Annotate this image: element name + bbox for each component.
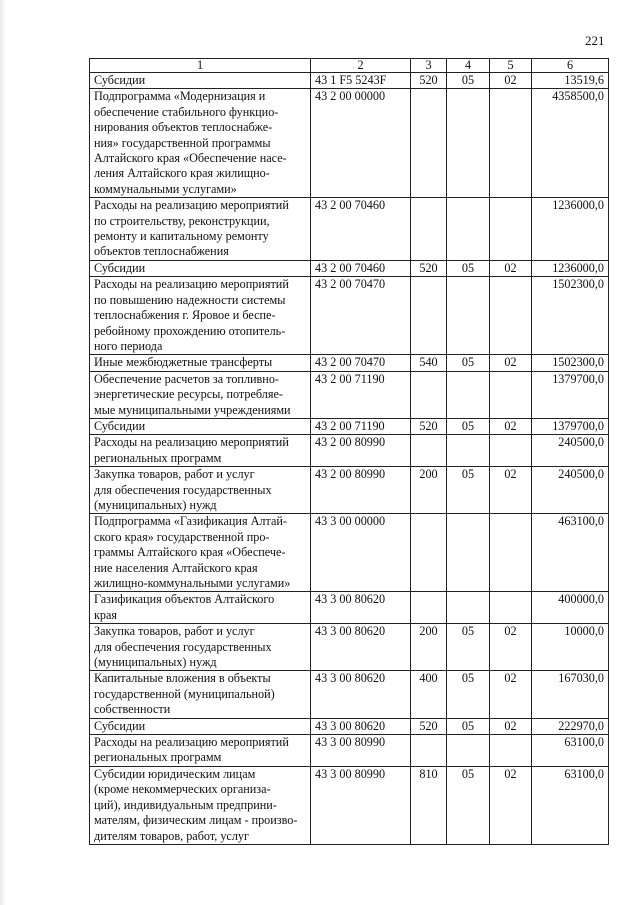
subsection-cell [490, 277, 532, 355]
expense-name-line: (кроме некоммерческих организа- [94, 782, 271, 797]
expense-name-line: края [94, 607, 118, 622]
expense-name-line: для обеспечения государственных [94, 639, 272, 654]
expense-type-cell: 200 [411, 624, 447, 671]
amount-cell: 240500,0 [532, 467, 609, 514]
expense-name-line: Подпрограмма «Газификация Алтай- [94, 514, 287, 529]
section-cell: 05 [447, 718, 490, 734]
amount-cell: 1236000,0 [532, 260, 609, 276]
amount-cell: 400000,0 [532, 592, 609, 624]
expense-name-cell [90, 73, 311, 89]
amount-cell: 463100,0 [532, 514, 609, 592]
subsection-cell: 02 [490, 671, 532, 718]
amount-cell: 1502300,0 [532, 355, 609, 371]
expense-type-cell: 540 [411, 355, 447, 371]
table-header-row [90, 59, 609, 73]
section-cell: 05 [447, 624, 490, 671]
expense-name-cell [90, 198, 311, 261]
budget-code-cell: 43 3 00 80620 [311, 592, 411, 624]
subsection-cell: 02 [490, 260, 532, 276]
budget-code-cell: 43 3 00 80620 [311, 624, 411, 671]
table-row [90, 198, 609, 261]
budget-code-cell: 43 2 00 80990 [311, 467, 411, 514]
expense-type-cell: 520 [411, 260, 447, 276]
budget-table [89, 58, 609, 845]
budget-code-cell: 43 3 00 80620 [311, 671, 411, 718]
expense-name-line: объектов теплоснабжения [94, 244, 229, 259]
expense-name-line: Расходы на реализацию мероприятий [94, 277, 289, 292]
budget-code-cell: 43 2 00 00000 [311, 89, 411, 198]
expense-type-cell [411, 514, 447, 592]
amount-cell: 4358500,0 [532, 89, 609, 198]
budget-code-cell: 43 2 00 71190 [311, 371, 411, 418]
expense-name-line: Иные межбюджетные трансферты [94, 355, 273, 370]
column-header: 4 [447, 59, 490, 73]
amount-cell: 240500,0 [532, 435, 609, 467]
scan-edge-shadow [0, 0, 6, 905]
table-row [90, 355, 609, 371]
table-row [90, 277, 609, 355]
amount-cell: 63100,0 [532, 735, 609, 767]
expense-name-line: Газификация объектов Алтайского [94, 592, 275, 607]
expense-type-cell [411, 277, 447, 355]
subsection-cell [490, 735, 532, 767]
budget-code-cell: 43 2 00 70470 [311, 355, 411, 371]
amount-cell: 13519,6 [532, 73, 609, 89]
section-cell: 05 [447, 467, 490, 514]
table-row [90, 766, 609, 844]
expense-name-cell [90, 277, 311, 355]
expense-name-line: ного периода [94, 338, 163, 353]
expense-type-cell: 200 [411, 467, 447, 514]
expense-name-line: нирования объектов теплоснабже- [94, 120, 273, 135]
table-body [90, 73, 609, 845]
expense-name-cell [90, 766, 311, 844]
expense-type-cell: 520 [411, 418, 447, 434]
table-row [90, 514, 609, 592]
amount-cell: 167030,0 [532, 671, 609, 718]
column-header: 3 [411, 59, 447, 73]
expense-name-line: ребойному прохождению отопитель- [94, 323, 286, 338]
subsection-cell: 02 [490, 355, 532, 371]
table-row [90, 89, 609, 198]
section-cell [447, 514, 490, 592]
expense-name-cell [90, 624, 311, 671]
expense-type-cell [411, 371, 447, 418]
section-cell [447, 435, 490, 467]
amount-cell: 1379700,0 [532, 418, 609, 434]
expense-name-line: Субсидии [94, 260, 146, 275]
expense-name-line: по повышению надежности системы [94, 292, 286, 307]
table-row [90, 592, 609, 624]
expense-name-line: ления Алтайского края жилищно- [94, 166, 270, 181]
column-header: 5 [490, 59, 532, 73]
expense-name-line: мые муниципальными учреждениями [94, 402, 291, 417]
expense-name-line: дителям товаров, работ, услуг [94, 828, 250, 843]
expense-name-cell [90, 671, 311, 718]
subsection-cell: 02 [490, 624, 532, 671]
expense-name-line: Закупка товаров, работ и услуг [94, 467, 255, 482]
subsection-cell [490, 89, 532, 198]
section-cell: 05 [447, 260, 490, 276]
section-cell [447, 371, 490, 418]
expense-type-cell: 400 [411, 671, 447, 718]
section-cell [447, 89, 490, 198]
amount-cell: 63100,0 [532, 766, 609, 844]
expense-name-line: жилищно-коммунальными услугами» [94, 576, 291, 590]
expense-name-cell [90, 514, 311, 592]
section-cell [447, 277, 490, 355]
expense-type-cell: 810 [411, 766, 447, 844]
expense-name-line: (муниципальных) нужд [94, 655, 217, 670]
expense-type-cell [411, 592, 447, 624]
expense-name-line: региональных программ [94, 450, 222, 465]
table-row [90, 735, 609, 767]
expense-name-line: Субсидии [94, 418, 146, 433]
expense-name-cell [90, 418, 311, 434]
expense-type-cell: 520 [411, 73, 447, 89]
budget-code-cell: 43 2 00 70460 [311, 260, 411, 276]
expense-name-line: граммы Алтайского края «Обеспече- [94, 545, 286, 560]
section-cell [447, 592, 490, 624]
expense-name-line: Подпрограмма «Модернизация и [94, 89, 266, 104]
expense-type-cell: 520 [411, 718, 447, 734]
expense-type-cell [411, 198, 447, 261]
section-cell: 05 [447, 671, 490, 718]
amount-cell: 10000,0 [532, 624, 609, 671]
expense-name-line: Расходы на реализацию мероприятий [94, 435, 289, 450]
expense-name-line: Капитальные вложения в объекты [94, 671, 271, 686]
expense-name-line: теплоснабжения г. Яровое и беспе- [94, 308, 276, 323]
subsection-cell: 02 [490, 418, 532, 434]
expense-name-line: ние населения Алтайского края [94, 560, 258, 575]
expense-type-cell [411, 735, 447, 767]
expense-name-cell [90, 355, 311, 371]
table-row [90, 73, 609, 89]
table-row [90, 718, 609, 734]
table-row [90, 418, 609, 434]
expense-name-line: Алтайского края «Обеспечение насе- [94, 151, 287, 166]
expense-name-line: Субсидии [94, 73, 146, 87]
column-header: 2 [311, 59, 411, 73]
subsection-cell [490, 371, 532, 418]
subsection-cell: 02 [490, 766, 532, 844]
amount-cell: 1379700,0 [532, 371, 609, 418]
expense-name-line: для обеспечения государственных [94, 482, 272, 497]
subsection-cell: 02 [490, 73, 532, 89]
expense-name-line: государственной (муниципальной) [94, 686, 275, 701]
amount-cell: 222970,0 [532, 718, 609, 734]
section-cell [447, 735, 490, 767]
budget-code-cell: 43 3 00 80620 [311, 718, 411, 734]
expense-name-cell [90, 735, 311, 767]
subsection-cell: 02 [490, 467, 532, 514]
expense-name-line: ремонту и капитальному ремонту [94, 229, 269, 244]
expense-name-line: Субсидии [94, 718, 146, 733]
expense-name-cell [90, 592, 311, 624]
expense-name-cell [90, 371, 311, 418]
budget-code-cell: 43 2 00 70470 [311, 277, 411, 355]
expense-name-line: мателям, физическим лицам - произво- [94, 813, 298, 828]
table-row [90, 371, 609, 418]
budget-code-cell: 43 1 F5 5243F [311, 73, 411, 89]
budget-code-cell: 43 2 00 71190 [311, 418, 411, 434]
subsection-cell: 02 [490, 718, 532, 734]
expense-name-cell [90, 435, 311, 467]
amount-cell: 1236000,0 [532, 198, 609, 261]
table-row [90, 260, 609, 276]
expense-name-line: Обеспечение расчетов за топливно- [94, 371, 279, 386]
expense-name-line: Субсидии юридическим лицам [94, 766, 256, 781]
expense-name-line: ций), индивидуальным предприни- [94, 797, 277, 812]
expense-name-line: обеспечение стабильного функцио- [94, 104, 279, 119]
subsection-cell [490, 435, 532, 467]
budget-code-cell: 43 2 00 70460 [311, 198, 411, 261]
section-cell: 05 [447, 73, 490, 89]
expense-name-cell [90, 260, 311, 276]
expense-name-line: ния» государственной программы [94, 135, 271, 150]
subsection-cell [490, 592, 532, 624]
expense-name-line: Расходы на реализацию мероприятий [94, 735, 289, 750]
section-cell: 05 [447, 766, 490, 844]
expense-name-line: Закупка товаров, работ и услуг [94, 624, 255, 639]
amount-cell: 1502300,0 [532, 277, 609, 355]
expense-name-line: энергетические ресурсы, потребляе- [94, 387, 283, 402]
table-row [90, 624, 609, 671]
budget-code-cell: 43 3 00 80990 [311, 766, 411, 844]
budget-code-cell: 43 2 00 80990 [311, 435, 411, 467]
section-cell [447, 198, 490, 261]
expense-name-cell [90, 718, 311, 734]
expense-name-line: ского края» государственной про- [94, 529, 270, 544]
expense-name-line: по строительству, реконструкции, [94, 213, 270, 228]
table-row [90, 435, 609, 467]
expense-type-cell [411, 89, 447, 198]
table-row [90, 671, 609, 718]
expense-name-line: (муниципальных) нужд [94, 497, 217, 512]
column-header: 1 [90, 59, 311, 73]
expense-type-cell [411, 435, 447, 467]
expense-name-cell [90, 467, 311, 514]
column-header: 6 [532, 59, 609, 73]
table-row [90, 467, 609, 514]
expense-name-cell [90, 89, 311, 198]
section-cell: 05 [447, 418, 490, 434]
page-number: 221 [585, 33, 605, 48]
subsection-cell [490, 198, 532, 261]
subsection-cell [490, 514, 532, 592]
budget-code-cell: 43 3 00 80990 [311, 735, 411, 767]
expense-name-line: коммунальными услугами» [94, 181, 237, 196]
section-cell: 05 [447, 355, 490, 371]
expense-name-line: Расходы на реализацию мероприятий [94, 198, 289, 213]
budget-code-cell: 43 3 00 00000 [311, 514, 411, 592]
expense-name-line: собственности [94, 702, 171, 717]
expense-name-line: региональных программ [94, 750, 222, 765]
